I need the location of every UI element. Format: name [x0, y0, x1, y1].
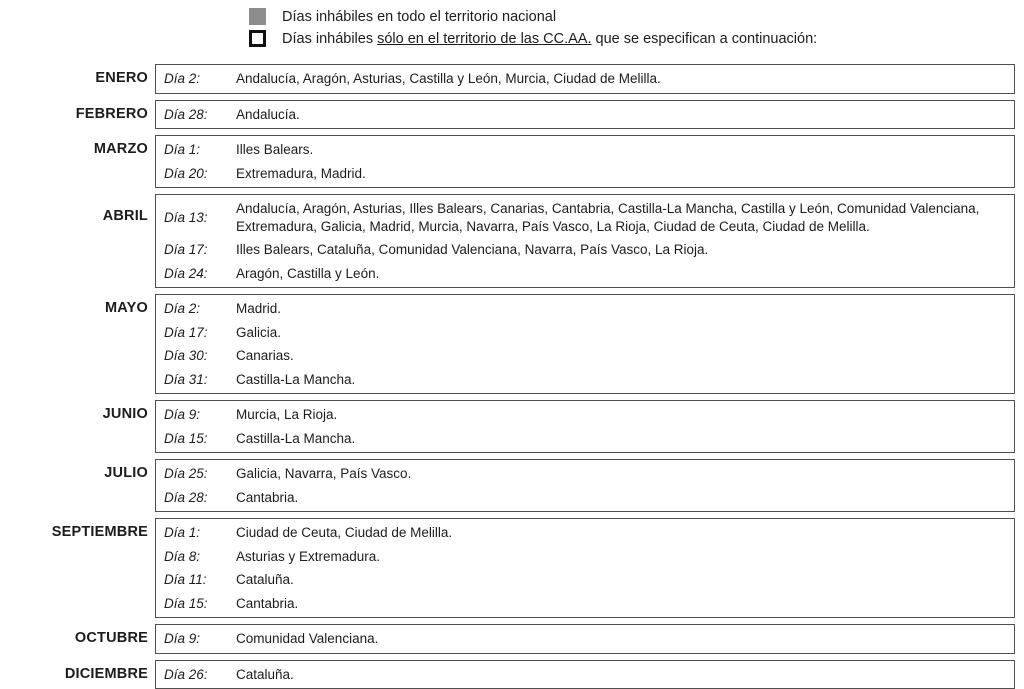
month-row [0, 194, 1015, 288]
legend-regional-underlined: sólo en el territorio de las CC.AA. [377, 31, 591, 47]
day-entry [164, 67, 1006, 91]
day-label: Día 9: [164, 406, 236, 423]
months-list [0, 64, 1015, 689]
legend-row-regional [249, 30, 1015, 47]
month-row [0, 624, 1015, 654]
legend-regional-label [282, 31, 817, 47]
day-label: Día 11: [164, 571, 236, 588]
regions-text: Andalucía. [236, 106, 1006, 124]
regions-text: Illes Balears. [236, 141, 1006, 159]
month-row [0, 64, 1015, 94]
day-label: Día 8: [164, 548, 236, 565]
day-entry [164, 486, 1006, 510]
regions-text: Galicia, Navarra, País Vasco. [236, 465, 1006, 483]
day-label: Día 15: [164, 595, 236, 612]
day-entry [164, 197, 1006, 238]
day-label: Día 2: [164, 70, 236, 87]
day-entry [164, 297, 1006, 321]
month-label: FEBRERO [0, 100, 148, 122]
month-row [0, 660, 1015, 689]
month-label: MAYO [0, 294, 148, 316]
day-entry [164, 344, 1006, 368]
month-box [155, 624, 1015, 654]
regions-text: Cantabria. [236, 489, 1006, 507]
month-label: ENERO [0, 64, 148, 86]
regions-text: Asturias y Extremadura. [236, 548, 1006, 566]
regions-text: Andalucía, Aragón, Asturias, Illes Balears, Canarias, Cantabria, Castilla-La Mancha, Castilla y León, Comunidad Valenciana, Extremadura, Galicia, Madrid, Murcia, Navarra, País Vasco, La Rioja, Ciudad de Ceuta, Ciudad de Melilla. [236, 200, 1006, 235]
day-label: Día 17: [164, 241, 236, 258]
regions-text: Andalucía, Aragón, Asturias, Castilla y León, Murcia, Ciudad de Melilla. [236, 70, 1006, 88]
month-box [155, 660, 1015, 689]
month-label: JUNIO [0, 400, 148, 422]
day-label: Día 24: [164, 265, 236, 282]
day-entry [164, 568, 1006, 592]
regional-days-swatch-icon [249, 30, 266, 47]
month-row [0, 100, 1015, 130]
month-row [0, 400, 1015, 453]
day-label: Día 1: [164, 141, 236, 158]
month-box [155, 64, 1015, 94]
day-entry [164, 238, 1006, 262]
regions-text: Cataluña. [236, 571, 1006, 589]
month-label: DICIEMBRE [0, 660, 148, 682]
day-label: Día 28: [164, 489, 236, 506]
regions-text: Madrid. [236, 300, 1006, 318]
month-row [0, 294, 1015, 394]
regions-text: Castilla-La Mancha. [236, 430, 1006, 448]
day-label: Día 17: [164, 324, 236, 341]
month-label: MARZO [0, 135, 148, 157]
month-box [155, 135, 1015, 188]
regions-text: Illes Balears, Cataluña, Comunidad Valenciana, Navarra, País Vasco, La Rioja. [236, 241, 1006, 259]
regions-text: Ciudad de Ceuta, Ciudad de Melilla. [236, 524, 1006, 542]
day-label: Día 28: [164, 106, 236, 123]
day-entry [164, 262, 1006, 286]
day-label: Día 31: [164, 371, 236, 388]
regions-text: Cataluña. [236, 666, 1006, 684]
month-row [0, 518, 1015, 618]
day-entry [164, 138, 1006, 162]
day-entry [164, 427, 1006, 451]
month-label: OCTUBRE [0, 624, 148, 646]
legend-regional-prefix: Días inhábiles [282, 31, 377, 47]
regions-text: Aragón, Castilla y León. [236, 265, 1006, 283]
legend-national-label: Días inhábiles en todo el territorio nacional [282, 9, 556, 25]
day-entry [164, 592, 1006, 616]
month-box [155, 400, 1015, 453]
day-entry [164, 321, 1006, 345]
month-box [155, 294, 1015, 394]
day-label: Día 9: [164, 630, 236, 647]
month-label: JULIO [0, 459, 148, 481]
month-row [0, 459, 1015, 512]
national-days-swatch-icon [249, 8, 266, 25]
regions-text: Galicia. [236, 324, 1006, 342]
day-label: Día 26: [164, 666, 236, 683]
month-row [0, 135, 1015, 188]
day-entry [164, 663, 1006, 687]
day-entry [164, 521, 1006, 545]
regions-text: Cantabria. [236, 595, 1006, 613]
day-entry [164, 103, 1006, 127]
day-entry [164, 162, 1006, 186]
regions-text: Castilla-La Mancha. [236, 371, 1006, 389]
month-label: SEPTIEMBRE [0, 518, 148, 540]
day-entry [164, 545, 1006, 569]
day-label: Día 25: [164, 465, 236, 482]
month-box [155, 194, 1015, 288]
regions-text: Extremadura, Madrid. [236, 165, 1006, 183]
day-entry [164, 368, 1006, 392]
day-label: Día 1: [164, 524, 236, 541]
legend-row-national [249, 8, 1015, 25]
month-box [155, 459, 1015, 512]
regions-text: Canarias. [236, 347, 1006, 365]
day-label: Día 15: [164, 430, 236, 447]
month-label: ABRIL [0, 194, 148, 224]
legend [249, 8, 1015, 47]
legend-regional-suffix: que se especifican a continuación: [591, 31, 817, 47]
day-entry [164, 462, 1006, 486]
day-label: Día 13: [164, 209, 236, 226]
month-box [155, 100, 1015, 130]
day-entry [164, 403, 1006, 427]
regions-text: Murcia, La Rioja. [236, 406, 1006, 424]
month-box [155, 518, 1015, 618]
day-entry [164, 627, 1006, 651]
day-label: Día 2: [164, 300, 236, 317]
day-label: Día 20: [164, 165, 236, 182]
day-label: Día 30: [164, 347, 236, 364]
regions-text: Comunidad Valenciana. [236, 630, 1006, 648]
